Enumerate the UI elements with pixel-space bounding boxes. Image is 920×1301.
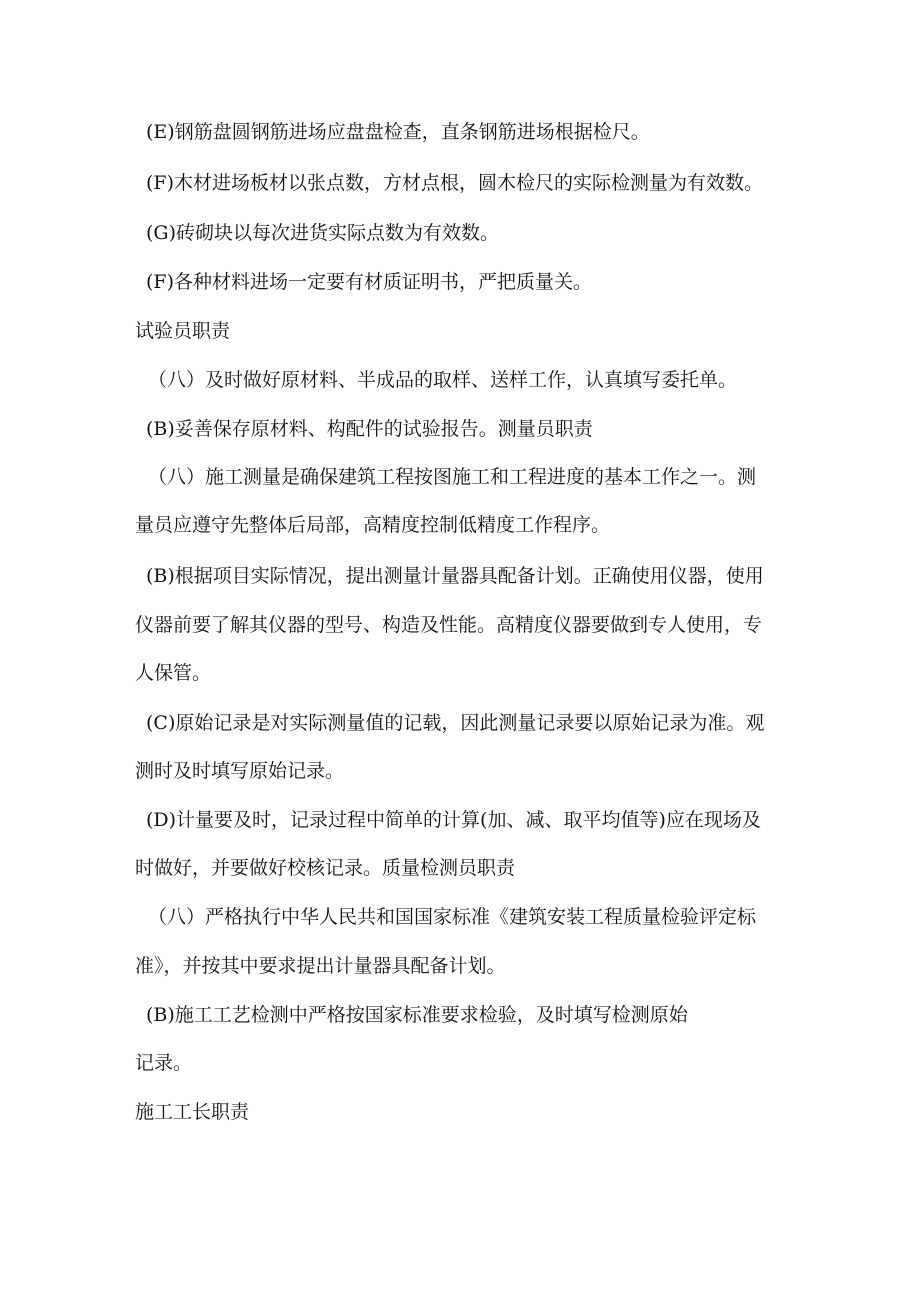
paragraph-line: (B)施工工艺检测中严格按国家标准要求检验，及时填写检测原始: [146, 1004, 688, 1026]
paragraph-line: （八）及时做好原材料、半成品的取样、送样工作，认真填写委托单。: [148, 369, 738, 391]
paragraph-line: 人保管。: [135, 662, 212, 684]
paragraph-line: (B)根据项目实际情况，提出测量计量器具配备计划。正确使用仪器，使用: [146, 565, 764, 587]
paragraph-line: 测时及时填写原始记录。: [135, 760, 345, 782]
paragraph-line: (C)原始记录是对实际测量值的记载，因此测量记录要以原始记录为准。观: [146, 712, 765, 734]
paragraph-line: 时做好，并要做好校核记录。质量检测员职责: [135, 857, 516, 879]
paragraph-line: 记录。: [135, 1052, 193, 1074]
section-heading: 施工工长职责: [135, 1101, 250, 1123]
paragraph-line: 量员应遵守先整体后局部，高精度控制低精度工作程序。: [135, 514, 611, 536]
paragraph-line: 准》，并按其中要求提出计量器具配备计划。: [135, 955, 506, 977]
paragraph-line: （八）施工测量是确保建筑工程按图施工和工程进度的基本工作之一。测: [148, 466, 757, 488]
paragraph-line: 仪器前要了解其仪器的型号、构造及性能。高精度仪器要做到专人使用，专: [135, 614, 763, 636]
section-heading: 试验员职责: [135, 320, 231, 342]
paragraph-line: (F)各种材料进场一定要有材质证明书，严把质量关。: [146, 271, 593, 293]
paragraph-line: (E)钢筋盘圆钢筋进场应盘盘检查，直条钢筋进场根据检尺。: [146, 121, 650, 143]
paragraph-line: (D)计量要及时，记录过程中简单的计算(加、减、取平均值等)应在现场及: [146, 809, 761, 831]
paragraph-line: (G)砖砌块以每次进货实际点数为有效数。: [146, 222, 500, 244]
paragraph-line: （八）严格执行中华人民共和国国家标准《建筑安装工程质量检验评定标: [148, 906, 757, 928]
paragraph-line: (B)妥善保存原材料、构配件的试验报告。测量员职责: [146, 418, 593, 440]
paragraph-line: (F)木材进场板材以张点数，方材点根，圆木检尺的实际检测量为有效数。: [146, 172, 764, 194]
